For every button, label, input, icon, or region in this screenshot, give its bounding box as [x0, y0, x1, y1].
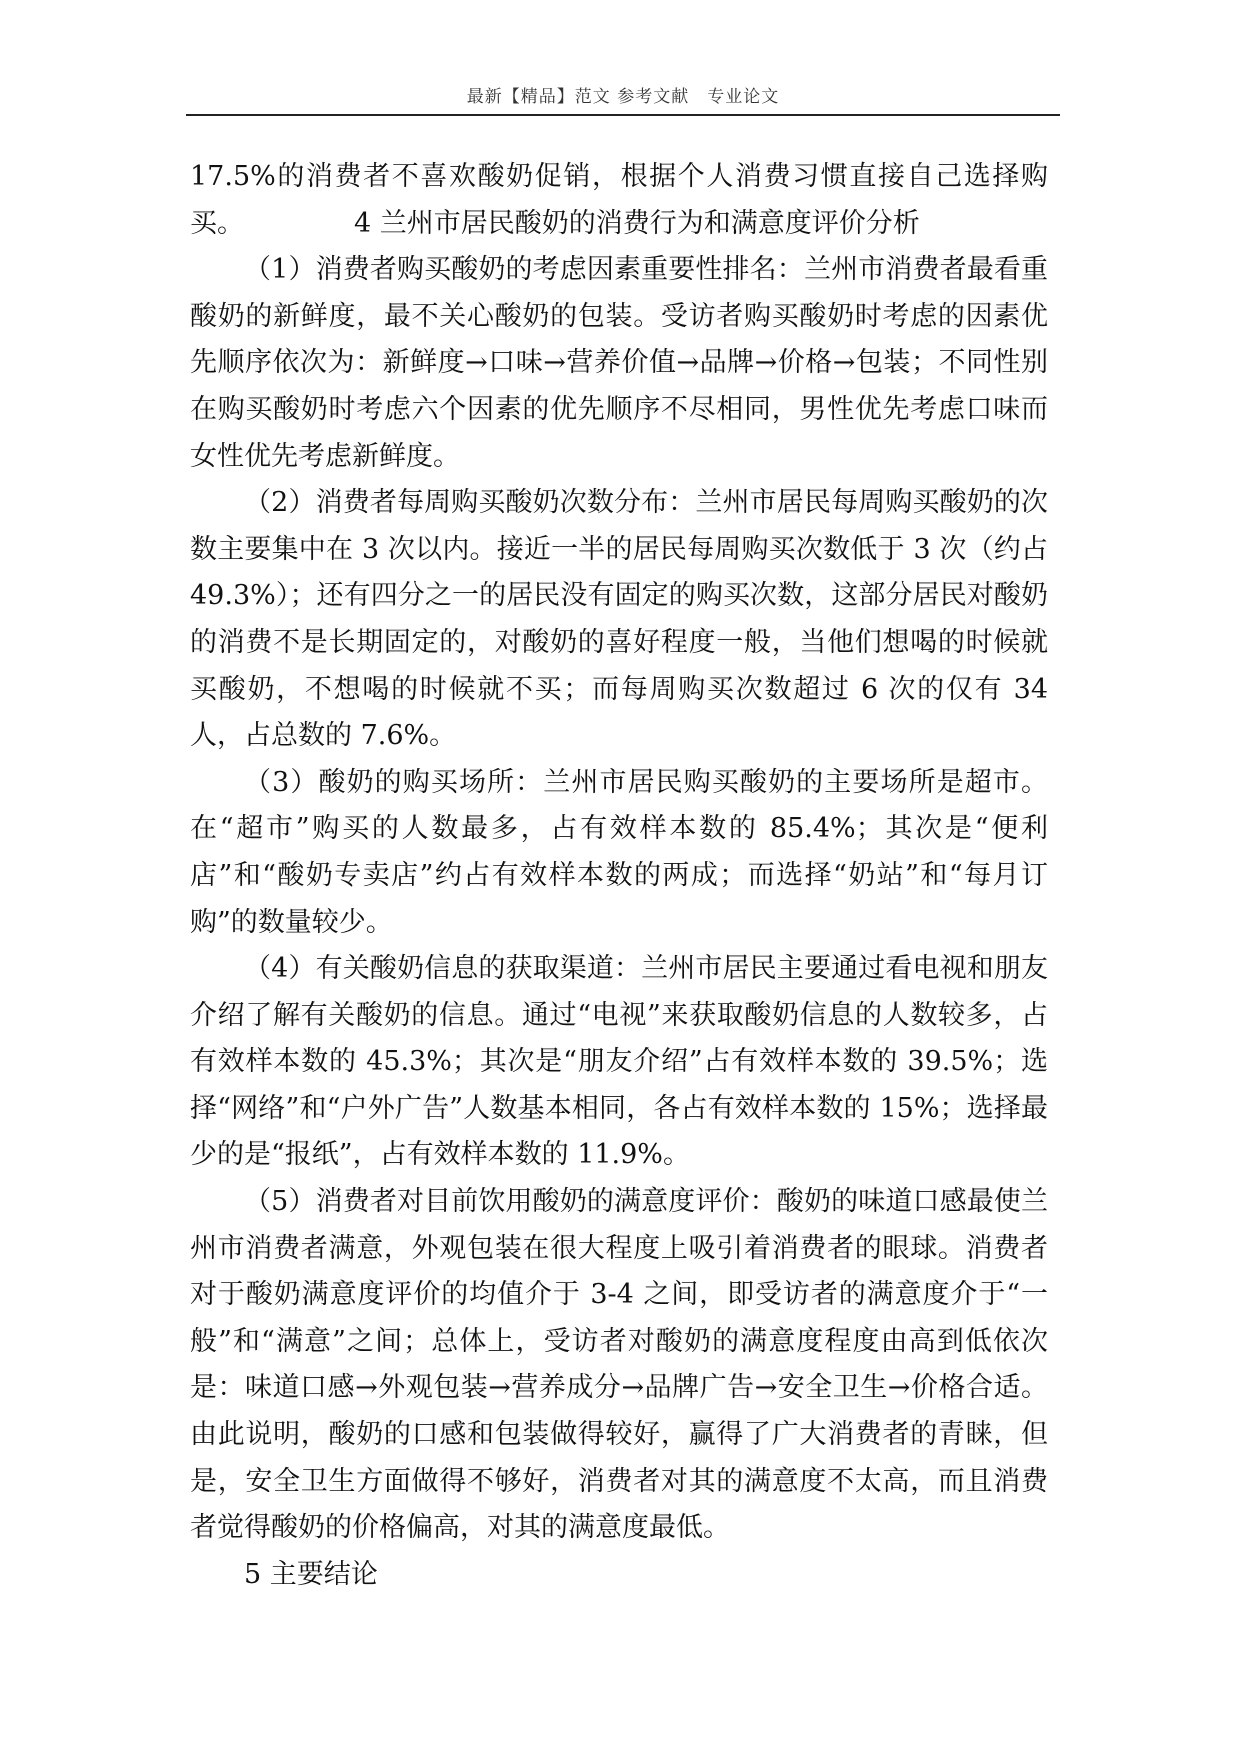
paragraph-2: （2）消费者每周购买酸奶次数分布：兰州市居民每周购买酸奶的次数主要集中在 3 次以内。接近一半的居民每周购买次数低于 3 次（约占 49.3%）；还有四分之一的居民没有固定的购买次数，这部分居民对酸奶的消费不是长期固定的，对酸奶的喜好程度一般，当他们想喝的时候就买酸奶，不想喝的时候就不买；而每周购买次数超过 6 次的仅有 34 人，占总数的 7.6%。	[190, 487, 1048, 752]
paragraph-5: （5）消费者对目前饮用酸奶的满意度评价：酸奶的味道口感最使兰州市消费者满意，外观包装在很大程度上吸引着消费者的眼球。消费者对于酸奶满意度评价的均值介于 3-4 之间，即受访者的满意度介于“一般”和“满意”之间；总体上，受访者对酸奶的满意度程度由高到低依次是：味道口感→外观包装→营养成分→品牌广告→安全卫生→价格合适。由此说明，酸奶的口感和包装做得较好，赢得了广大消费者的青睐，但是，安全卫生方面做得不够好，消费者对其的满意度不太高，而且消费者觉得酸奶的价格偏高，对其的满意度最低。	[190, 1186, 1048, 1544]
paragraph-1: （1）消费者购买酸奶的考虑因素重要性排名：兰州市消费者最看重酸奶的新鲜度，最不关心酸奶的包装。受访者购买酸奶时考虑的因素优先顺序依次为：新鲜度→口味→营养价值→品牌→价格→包装；不同性别在购买酸奶时考虑六个因素的优先顺序不尽相同，男性优先考虑口味而女性优先考虑新鲜度。	[190, 254, 1048, 472]
intro-text: 17.5%的消费者不喜欢酸奶促销，根据个人消费习惯直接自己选择购买。	[190, 161, 1048, 239]
section-5-heading: 5 主要结论	[244, 1558, 378, 1590]
header-divider	[186, 114, 1060, 116]
section-4-heading: 4 兰州市居民酸奶的消费行为和满意度评价分析	[354, 207, 920, 239]
intro-paragraph	[190, 154, 1048, 247]
paragraph-4: （4）有关酸奶信息的获取渠道：兰州市居民主要通过看电视和朋友介绍了解有关酸奶的信息。通过“电视”来获取酸奶信息的人数较多，占有效样本数的 45.3%；其次是“朋友介绍”占有效样本数的 39.5%；选择“网络”和“户外广告”人数基本相同，各占有效样本数的 15%；选择最少的是“报纸”，占有效样本数的 11.9%。	[190, 953, 1048, 1171]
page-header: 最新【精品】范文 参考文献 专业论文	[466, 87, 780, 107]
document-body	[190, 154, 1048, 1598]
paragraph-3: （3）酸奶的购买场所：兰州市居民购买酸奶的主要场所是超市。在“超市”购买的人数最多，占有效样本数的 85.4%；其次是“便利店”和“酸奶专卖店”约占有效样本数的两成；而选择“奶站”和“每月订购”的数量较少。	[190, 766, 1048, 938]
